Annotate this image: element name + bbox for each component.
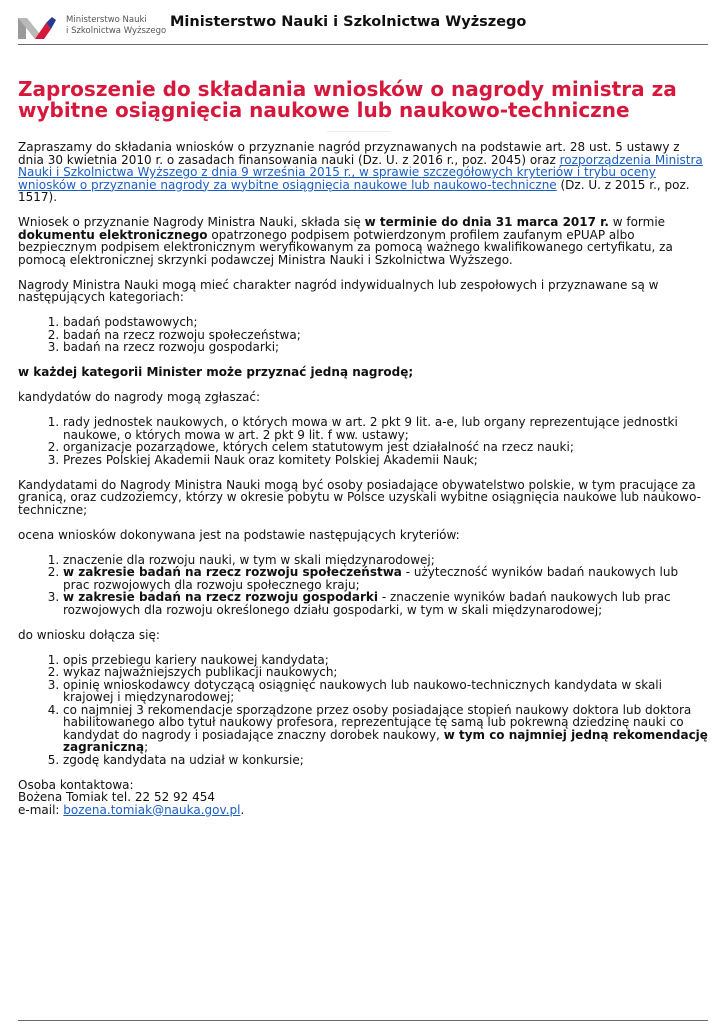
- categories-intro: Nagrody Ministra Nauki mogą mieć charakter nagród indywidualnych lub zespołowych i przyznawane są w następujących kategoriach:: [18, 277, 659, 304]
- intro-paragraph: [18, 141, 708, 204]
- criterion-text: - użyteczność wyników badań naukowych lub prac rozwojowych dla rozwoju społecznego kraju;: [63, 565, 679, 592]
- header-divider: [18, 44, 708, 45]
- title-separator: [327, 131, 390, 132]
- deadline-date: w terminie do dnia 31 marca 2017 r.: [364, 215, 609, 229]
- page-header: [0, 0, 725, 44]
- contact-label: Osoba kontaktowa:: [18, 777, 134, 792]
- attachment-end: ;: [144, 740, 149, 754]
- criterion-bold: w zakresie badań na rzecz rozwoju społeczeństwa: [63, 565, 402, 579]
- list-item: 2. badań na rzecz rozwoju społeczeństwa;: [63, 329, 708, 342]
- list-item: 3. opinię wnioskodawcy dotyczącą osiągnięć naukowych lub naukowo-technicznych kandydata w skali krajowej i międzynarodowej;: [63, 679, 708, 704]
- list-item: 3. Prezes Polskiej Akademii Nauk oraz komitety Polskiej Akademii Nauk;: [63, 454, 708, 467]
- list-item: [63, 591, 708, 616]
- article-body: [18, 141, 708, 816]
- attachment-bold: w tym co najmniej jedną rekomendację zagraniczną: [63, 727, 708, 754]
- deadline-paragraph: [18, 216, 708, 266]
- criterion-bold: w zakresie badań na rzecz rozwoju gospodarki: [63, 590, 379, 604]
- contact-email-line: [18, 804, 708, 817]
- logo-line-1: Ministerstwo Nauki: [66, 15, 147, 25]
- nominators-intro: kandydatów do nagrody mogą zgłaszać:: [18, 390, 260, 404]
- regulation-link[interactable]: rozporządzenia Ministra Nauki i Szkolnictwa Wyższego z dnia 9 września 2015 r., w sprawie szczegółowych kryteriów i trybu oceny wniosków o przyznanie nagrody za wybitne osiągnięcia naukowe lub naukowo-techniczne: [18, 152, 703, 192]
- criteria-list: [18, 554, 708, 617]
- logo-wordmark: [66, 15, 166, 37]
- attachment-text: co najmniej 3 rekomendacje sporządzone przez osoby posiadające stopień naukowy doktora lub doktora habilitowanego albo tytuł naukowy profesora, reprezentujące tę samą lub pokrewną dziedzinę nauki co kandydat do nagrody i posiadające znaczny dorobek naukowy,: [63, 702, 692, 742]
- email-end: .: [240, 802, 245, 817]
- list-item: 1. opis przebiegu kariery naukowej kandydata;: [63, 654, 708, 667]
- list-item: 1. badań podstawowych;: [63, 316, 708, 329]
- deadline-form: dokumentu elektronicznego: [18, 227, 208, 242]
- nominators-list: [18, 416, 708, 466]
- one-award-text: w każdej kategorii Minister może przyznać jedną nagrodę;: [18, 365, 414, 379]
- list-item: 3. badań na rzecz rozwoju gospodarki;: [63, 341, 708, 354]
- page-title-line-2: wybitne osiągnięcia naukowe lub naukowo-techniczne: [18, 98, 630, 122]
- list-item: [63, 704, 708, 754]
- deadline-text-2: w formie: [608, 215, 666, 229]
- intro-text: Zapraszamy do składania wniosków o przyznanie nagród przyznawanych na podstawie art. 28 ust. 5 ustawy z dnia 30 kwietnia 2010 r. o zasadach finansowania nauki (Dz. U. z 2016 r., poz. 2045) oraz: [18, 140, 680, 167]
- attachments-list: [18, 654, 708, 767]
- page-title-line-1: Zaproszenie do składania wniosków o nagrody ministra za: [18, 77, 677, 101]
- contact-person: Bożena Tomiak tel. 22 52 92 454: [18, 790, 216, 804]
- deadline-text-3: opatrzonego podpisem potwierdzonym profilem zaufanym ePUAP albo bezpiecznym podpisem elektronicznym weryfikowanym za pomocą ważnego kwalifikowanego certyfikatu, za pomocą elektronicznej skrzynki podawczej Ministra Nauki i Szkolnictwa Wyższego.: [18, 227, 673, 267]
- contact-email-link[interactable]: bozena.tomiak@nauka.gov.pl: [63, 802, 241, 817]
- list-item: 5. zgodę kandydata na udział w konkursie;: [63, 754, 708, 767]
- list-item: 1. rady jednostek naukowych, o których mowa w art. 2 pkt 9 lit. a-e, lub organy reprezentujące jednostki naukowe, o których mowa w art. 2 pkt 9 lit. f ww. ustawy;: [63, 416, 708, 441]
- logo-line-2: i Szkolnictwa Wyższego: [66, 26, 167, 36]
- list-item: 2. organizacje pozarządowe, których celem statutowym jest działalność na rzecz nauki;: [63, 441, 708, 454]
- ministry-logo-icon: [18, 15, 58, 39]
- list-item: [63, 566, 708, 591]
- criterion-text: - znaczenie wyników badań naukowych lub prac rozwojowych dla rozwoju określonego działu gospodarki, w tym w skali międzynarodowej;: [63, 590, 671, 617]
- attachments-intro: do wniosku dołącza się:: [18, 627, 160, 642]
- categories-list: [18, 316, 708, 354]
- intro-text-end: (Dz. U. z 2015 r., poz. 1517).: [18, 177, 690, 204]
- site-title: Ministerstwo Nauki i Szkolnictwa Wyższego: [170, 14, 527, 30]
- candidates-paragraph: Kandydatami do Nagrody Ministra Nauki mogą być osoby posiadające obywatelstwo polskie, w tym pracujące za granicą, oraz cudzoziemcy, którzy w okresie pobytu w Polsce uzyskali wybitne osiągnięcia naukowe lub naukowo-techniczne;: [18, 477, 701, 517]
- criteria-intro: ocena wniosków dokonywana jest na podstawie następujących kryteriów:: [18, 527, 460, 542]
- email-label: e-mail:: [18, 802, 64, 817]
- page-title: [18, 79, 718, 121]
- list-item: 2. wykaz najważniejszych publikacji naukowych;: [63, 666, 708, 679]
- list-item: 1. znaczenie dla rozwoju nauki, w tym w skali międzynarodowej;: [63, 554, 708, 567]
- one-award-note: [18, 366, 708, 379]
- footer-divider: [18, 1020, 708, 1021]
- deadline-text: Wniosek o przyznanie Nagrody Ministra Nauki, składa się: [18, 215, 365, 229]
